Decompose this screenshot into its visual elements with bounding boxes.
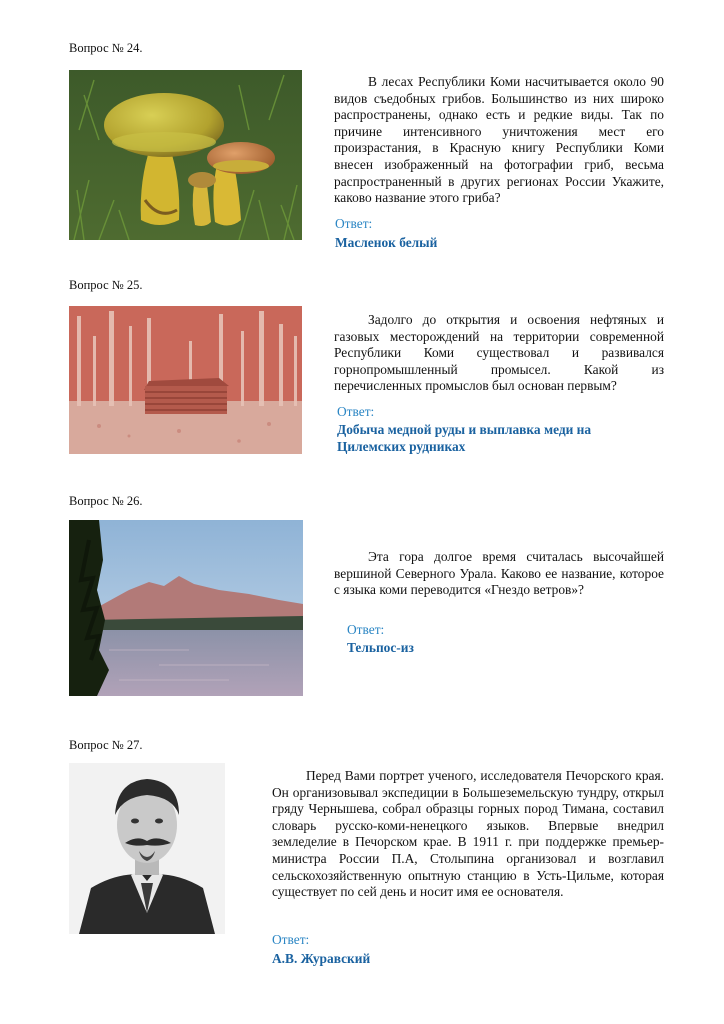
mushroom-photo <box>69 70 302 240</box>
question-25-answer-label: Ответ: <box>337 404 375 419</box>
mountain-lake-photo <box>69 520 303 696</box>
question-26-label: Вопрос № 26. <box>69 494 143 508</box>
old-cabin-photo <box>69 306 302 454</box>
question-26-answer: Тельпос-из <box>347 640 414 655</box>
question-24-text: В лесах Республики Коми насчитывается около 90 видов съедобных грибов. Большинство из них широко распространены, однако есть и редкие виды. Так по причине интенсивного уничтожения мест его произрастания, в Красную книгу Республики Коми внесен изображенный на фотографии гриб, весьма распространенный в других регионах России Укажите, каково название этого гриба? <box>334 74 664 206</box>
question-27-answer-label: Ответ: <box>272 932 310 947</box>
question-25-answer-line1: Добыча медной руды и выплавка меди на <box>337 422 592 437</box>
question-26-answer-label: Ответ: <box>347 622 385 637</box>
question-27-text: Перед Вами портрет ученого, исследователя Печорского края. Он организовывал экспедиции в Большеземельскую тундру, открыл гряду Чернышева, собрал образцы горных пород Тимана, составил словарь русско-коми-ненецкого языков. Впервые внедрил земледелие в Печорском крае. В 1911 г. при поддержке премьер-министра России П.А, Столыпина организовал и возглавил сельскохозяйственную опытную станцию в Усть-Цильме, которая существует по сей день и носит имя ее основателя. <box>272 768 664 900</box>
question-24-answer: Масленок белый <box>335 235 438 250</box>
question-25-text: Задолго до открытия и освоения нефтяных и газовых месторождений на территории современной Республики Коми существовал и развивался горнопромышленный промысел. Какой из перечисленных промыслов был основан первым? <box>334 312 664 394</box>
scientist-portrait <box>69 763 225 934</box>
question-24-answer-label: Ответ: <box>335 216 373 231</box>
question-27-label: Вопрос № 27. <box>69 738 143 752</box>
question-25-answer-line2: Цилемских рудниках <box>337 439 466 454</box>
question-24-label: Вопрос № 24. <box>69 41 143 55</box>
question-27-answer: А.В. Журавский <box>272 951 371 966</box>
question-26-text: Эта гора долгое время считалась высочайшей вершиной Северного Урала. Каково ее название, которое с языка коми переводится «Гнездо ветров»? <box>334 549 664 598</box>
question-25-label: Вопрос № 25. <box>69 278 143 292</box>
